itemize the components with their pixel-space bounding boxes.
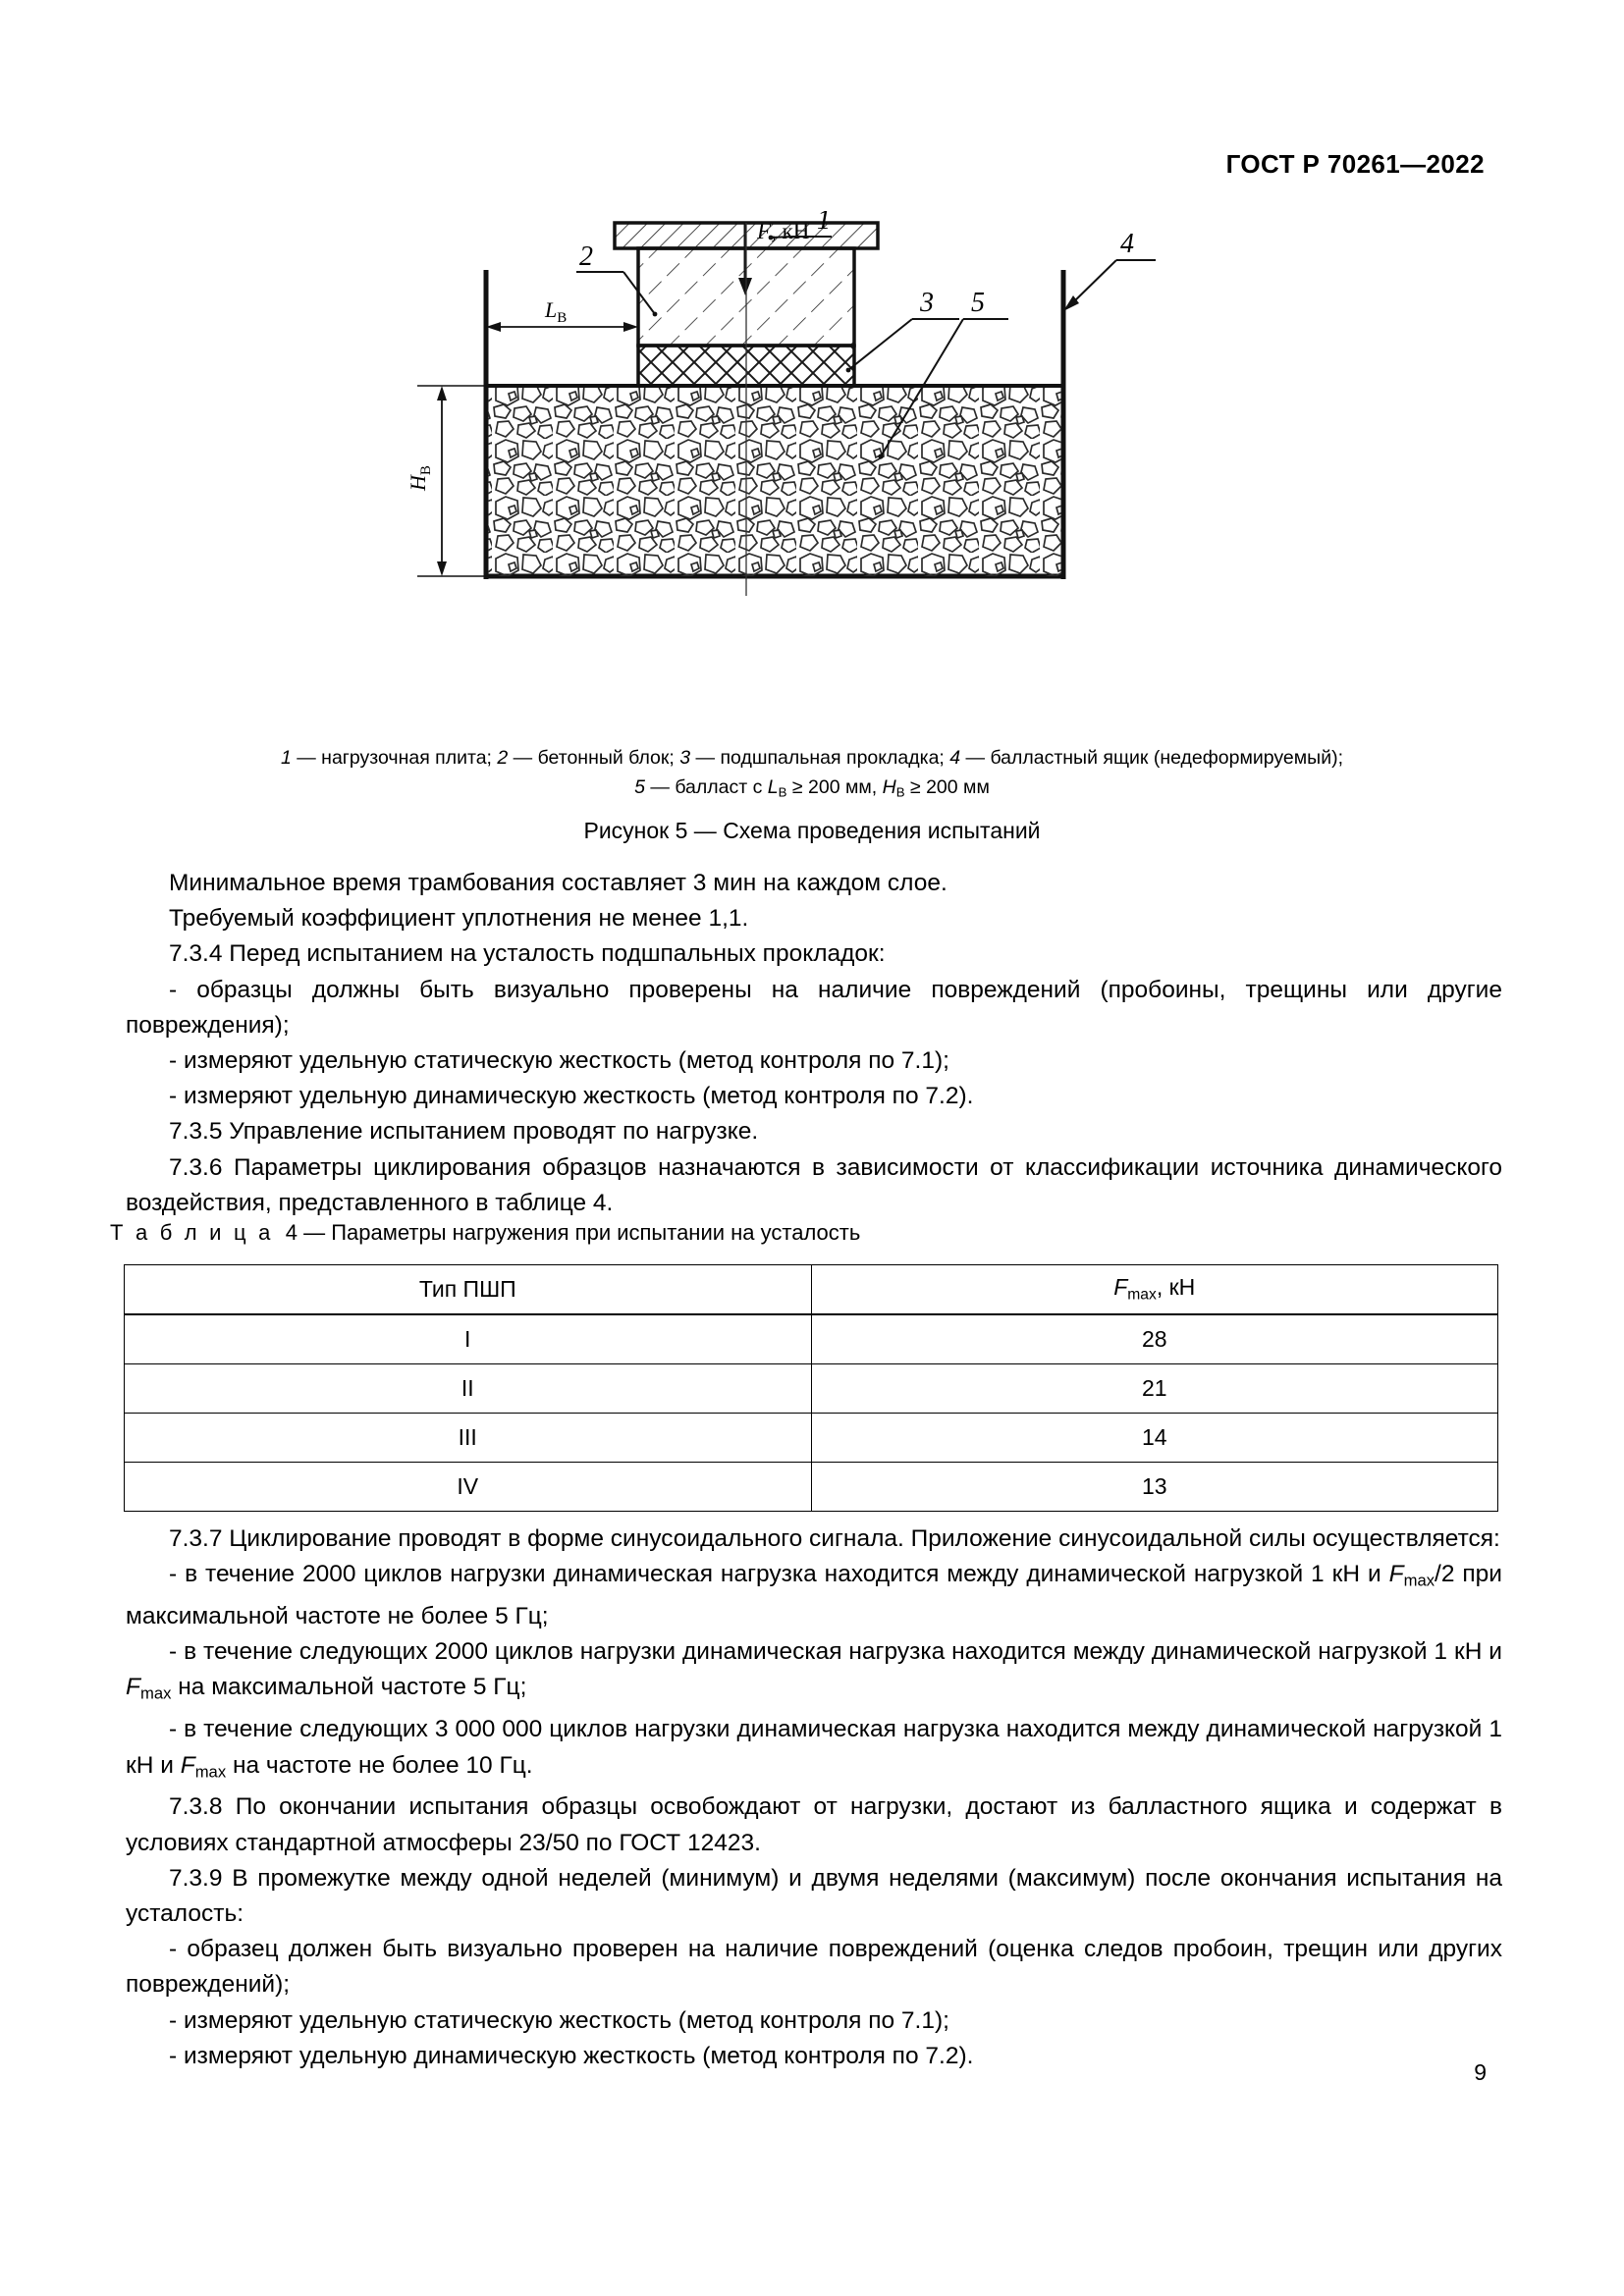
ballast-fill (488, 386, 1061, 576)
callout-4 (1063, 260, 1156, 311)
fmax-symbol: F (1113, 1274, 1128, 1301)
item2-text-b: на максимальной частоте 5 Гц; (171, 1674, 527, 1701)
legend-symbol-lb: L (767, 776, 779, 798)
figure-legend-line-1 (118, 743, 1506, 773)
clause-7-3-9-item-1: - образец должен быть визуально проверен на наличие повреждений (оценка следов пробоин, трещин или других повреждений); (126, 1936, 1502, 1999)
clause-7-3-7-item-3 (126, 1712, 1502, 1789)
table-cell-fmax: 13 (811, 1463, 1498, 1512)
table-row (125, 1314, 1498, 1364)
table-header-row (125, 1265, 1498, 1315)
fmax-subscript: max (1127, 1286, 1157, 1304)
figure-title: Рисунок 5 — Схема проведения испытаний (583, 818, 1041, 843)
table-cell-type: II (125, 1364, 812, 1414)
table-caption-label: Т а б л и ц а (110, 1220, 274, 1245)
callout-5-label: 5 (971, 288, 985, 318)
table-cell-fmax: 21 (811, 1364, 1498, 1414)
table-header-type: Тип ПШП (125, 1265, 812, 1315)
legend-num-4: 4 (949, 747, 961, 769)
item2-fmax-symbol: F (126, 1674, 140, 1701)
table-4-loading-parameters (124, 1264, 1498, 1512)
legend-num-1: 1 (280, 747, 292, 769)
paragraph-min-tamping-time: Минимальное время трамбования составляет 3 мин на каждом слое. (169, 870, 947, 896)
legend-symbol-lb-sub: В (778, 784, 787, 800)
table-caption-spacer (274, 1220, 286, 1245)
clause-7-3-5: 7.3.5 Управление испытанием проводят по нагрузке. (169, 1118, 759, 1146)
page-header-standard-number: ГОСТ Р 70261—2022 (1225, 149, 1485, 179)
callout-3 (846, 319, 959, 372)
page-number: 9 (1474, 2059, 1487, 2085)
clause-7-3-9-item-2: - измеряют удельную статическую жесткость (метод контроля по 7.1); (169, 2006, 949, 2034)
figure-5-svg (370, 211, 1254, 741)
table-caption-text: — Параметры нагружения при испытании на усталость (303, 1220, 861, 1245)
tail-text-block (126, 1522, 1502, 2074)
item3-fmax-symbol: F (180, 1751, 195, 1779)
clause-7-3-9: 7.3.9 В промежутке между одной неделей (минимум) и двумя неделями (максимум) после окончания испытания на усталость: (126, 1864, 1502, 1927)
paragraph-compaction-coefficient: Требуемый коэффициент уплотнения не менее 1,1. (169, 905, 749, 933)
clause-7-3-4: 7.3.4 Перед испытанием на усталость подшпальных прокладок: (169, 940, 886, 968)
item3-text-a: - в течение следующих 3 000 000 циклов нагрузки динамическая нагрузка находится между динамической нагрузкой 1 кН и (126, 1716, 1502, 1779)
clause-7-3-7-item-1 (126, 1557, 1502, 1634)
figure-legend-line-2 (118, 773, 1506, 808)
callout-4-label: 4 (1120, 229, 1134, 259)
dimension-lb-label: $L_В$ (545, 297, 568, 326)
legend-num-3: 3 (679, 747, 691, 769)
legend-symbol-hb: H (882, 776, 896, 798)
legend-text-4: — балластный ящик (недеформируемый); (960, 747, 1343, 769)
fmax-unit: , кН (1156, 1274, 1196, 1301)
legend-text-2: — бетонный блок; (508, 747, 680, 769)
legend-symbol-hb-sub: В (895, 784, 905, 800)
item3-fmax-sub: max (194, 1762, 227, 1782)
legend-num-5: 5 (634, 776, 645, 798)
clause-7-3-9-item-3: - измеряют удельную динамическую жесткость (метод контроля по 7.2). (169, 2042, 974, 2069)
body-text-block (126, 866, 1502, 1221)
table-caption-number: 4 (285, 1220, 298, 1245)
legend-text-3: — подшпальная прокладка; (690, 747, 950, 769)
legend-num-2: 2 (497, 747, 509, 769)
figure-5-test-scheme (0, 211, 1624, 761)
legend-text-1: — нагрузочная плита; (291, 747, 498, 769)
clause-7-3-4-item-3: - измеряют удельную динамическую жесткость (метод контроля по 7.2). (169, 1083, 974, 1110)
table-row (125, 1414, 1498, 1463)
item1-text-b: /2 при максимальной частоте не более 5 Гц; (126, 1561, 1502, 1630)
table-header-fmax (811, 1265, 1498, 1315)
table-row (125, 1463, 1498, 1512)
clause-7-3-4-item-2: - измеряют удельную статическую жесткость (метод контроля по 7.1); (169, 1047, 949, 1075)
legend-text-7: ≥ 200 мм (904, 776, 990, 798)
item2-text-a: - в течение следующих 2000 циклов нагрузки динамическая нагрузка находится между динамической нагрузкой 1 кН и (169, 1638, 1502, 1666)
item1-fmax-symbol: F (1388, 1561, 1404, 1588)
clause-7-3-8: 7.3.8 По окончании испытания образцы освобождают от нагрузки, достают из балластного ящика и содержат в условиях стандартной атмосферы 23/50 по ГОСТ 12423. (126, 1793, 1502, 1856)
callout-1-label: 1 (817, 211, 831, 236)
item1-text-a: - в течение 2000 циклов нагрузки динамическая нагрузка находится между динамической нагрузкой 1 кН и (169, 1561, 1389, 1588)
callout-2-label: 2 (579, 241, 593, 272)
clause-7-3-7: 7.3.7 Циклирование проводят в форме синусоидального сигнала. Приложение синусоидальной силы осуществляется: (169, 1525, 1500, 1552)
table-row (125, 1364, 1498, 1414)
table-cell-type: I (125, 1314, 812, 1364)
callout-3-label: 3 (920, 288, 934, 318)
clause-7-3-4-item-1: - образцы должны быть визуально проверены на наличие повреждений (пробоины, трещины или другие повреждения); (126, 976, 1502, 1039)
item1-fmax-sub: max (1403, 1571, 1435, 1590)
clause-7-3-7-item-2 (126, 1634, 1502, 1712)
table-4-caption (110, 1220, 860, 1246)
table-cell-fmax: 28 (811, 1314, 1498, 1364)
legend-text-5: — балласт с (644, 776, 768, 798)
table-cell-type: III (125, 1414, 812, 1463)
dimension-hb-label: $H_В$ (406, 465, 434, 491)
item2-fmax-sub: max (139, 1684, 172, 1704)
figure-legend (118, 743, 1506, 808)
item3-text-b: на частоте не более 10 Гц. (226, 1751, 533, 1779)
table-cell-type: IV (125, 1463, 812, 1512)
table-cell-fmax: 14 (811, 1414, 1498, 1463)
legend-text-6: ≥ 200 мм, (786, 776, 883, 798)
clause-7-3-6: 7.3.6 Параметры циклирования образцов назначаются в зависимости от классификации источника динамического воздействия, представленного в таблице 4. (126, 1153, 1502, 1216)
